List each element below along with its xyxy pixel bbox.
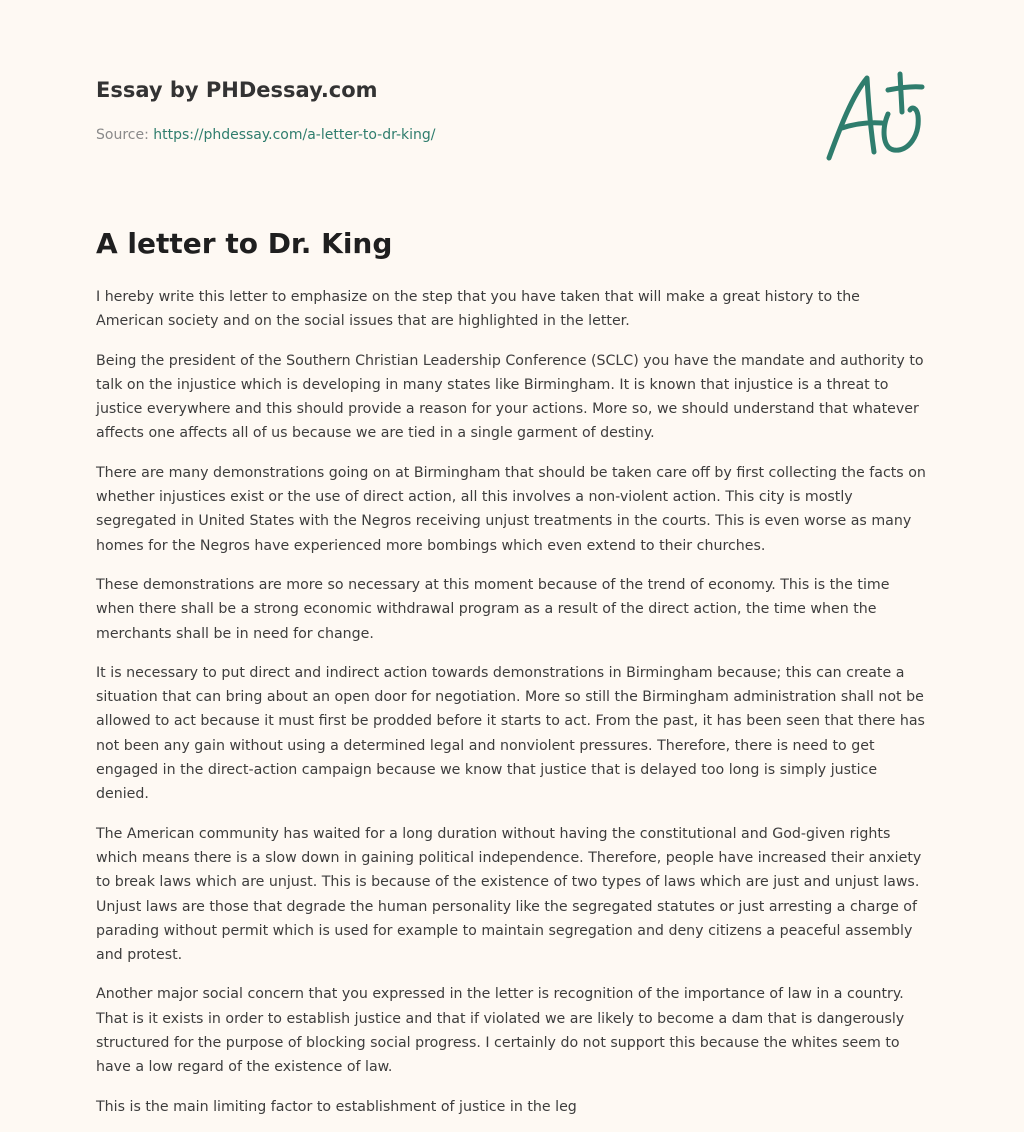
source-link[interactable]: https://phdessay.com/a-letter-to-dr-king/ xyxy=(153,127,436,143)
header xyxy=(96,76,796,145)
essay-paragraph: I hereby write this letter to emphasize on the step that you have taken that will make a great history to the American society and on the social issues that are highlighted in the letter. xyxy=(96,289,860,330)
a-plus-logo-icon xyxy=(822,66,932,166)
essay-paragraph: This is the main limiting factor to establishment of justice in the leg xyxy=(96,1098,577,1115)
essay-paragraph: It is necessary to put direct and indirect action towards demonstrations in Birmingham because; this can create a situation that can bring about an open door for negotiation. More so still the Birmingham administration shall not be allowed to act because it must first be prodded before it starts to act. From the past, it has been seen that there has not been any gain without using a determined legal and nonviolent pressures. Therefore, there is need to get engaged in the direct-action campaign because we know that justice that is delayed too long is simply justice denied. xyxy=(96,664,925,803)
essay-paragraph: The American community has waited for a long duration without having the constitutional and God-given rights which means there is a slow down in gaining political independence. Therefore, people have increased their anxiety to break laws which are unjust. This is because of the existence of two types of laws which are just and unjust laws. Unjust laws are those that degrade the human personality like the segregated statutes or just arresting a charge of parading without permit which is used for example to maintain segregation and deny citizens a peaceful assembly and protest. xyxy=(96,825,922,964)
essay-title: A letter to Dr. King xyxy=(96,227,393,260)
essay-paragraph: Another major social concern that you expressed in the letter is recognition of the importance of law in a country. That is it exists in order to establish justice and that if violated we are likely to become a dam that is dangerously structured for the purpose of blocking social progress. I certainly do not support this because the whites seem to have a low regard of the existence of law. xyxy=(96,986,905,1076)
site-brand: Essay by PHDessay.com xyxy=(96,78,378,102)
source-line xyxy=(96,125,796,145)
essay-paragraph: Being the president of the Southern Christian Leadership Conference (SCLC) you have the mandate and authority to talk on the injustice which is developing in many states like Birmingham. It is known that injustice is a threat to justice everywhere and this should provide a reason for your actions. More so, we should understand that whatever affects one affects all of us because we are tied in a single garment of destiny. xyxy=(96,352,924,442)
essay-body xyxy=(96,285,930,1132)
source-label: Source: xyxy=(96,127,149,143)
essay-paragraph: There are many demonstrations going on at Birmingham that should be taken care off by first collecting the facts on whether injustices exist or the use of direct action, all this involves a non-violent action. This city is mostly segregated in United States with the Negros receiving unjust treatments in the courts. This is even worse as many homes for the Negros have experienced more bombings which even extend to their churches. xyxy=(96,464,926,554)
essay-paragraph: These demonstrations are more so necessary at this moment because of the trend of economy. This is the time when there shall be a strong economic withdrawal program as a result of the direct action, the time when the merchants shall be in need for change. xyxy=(96,576,890,642)
